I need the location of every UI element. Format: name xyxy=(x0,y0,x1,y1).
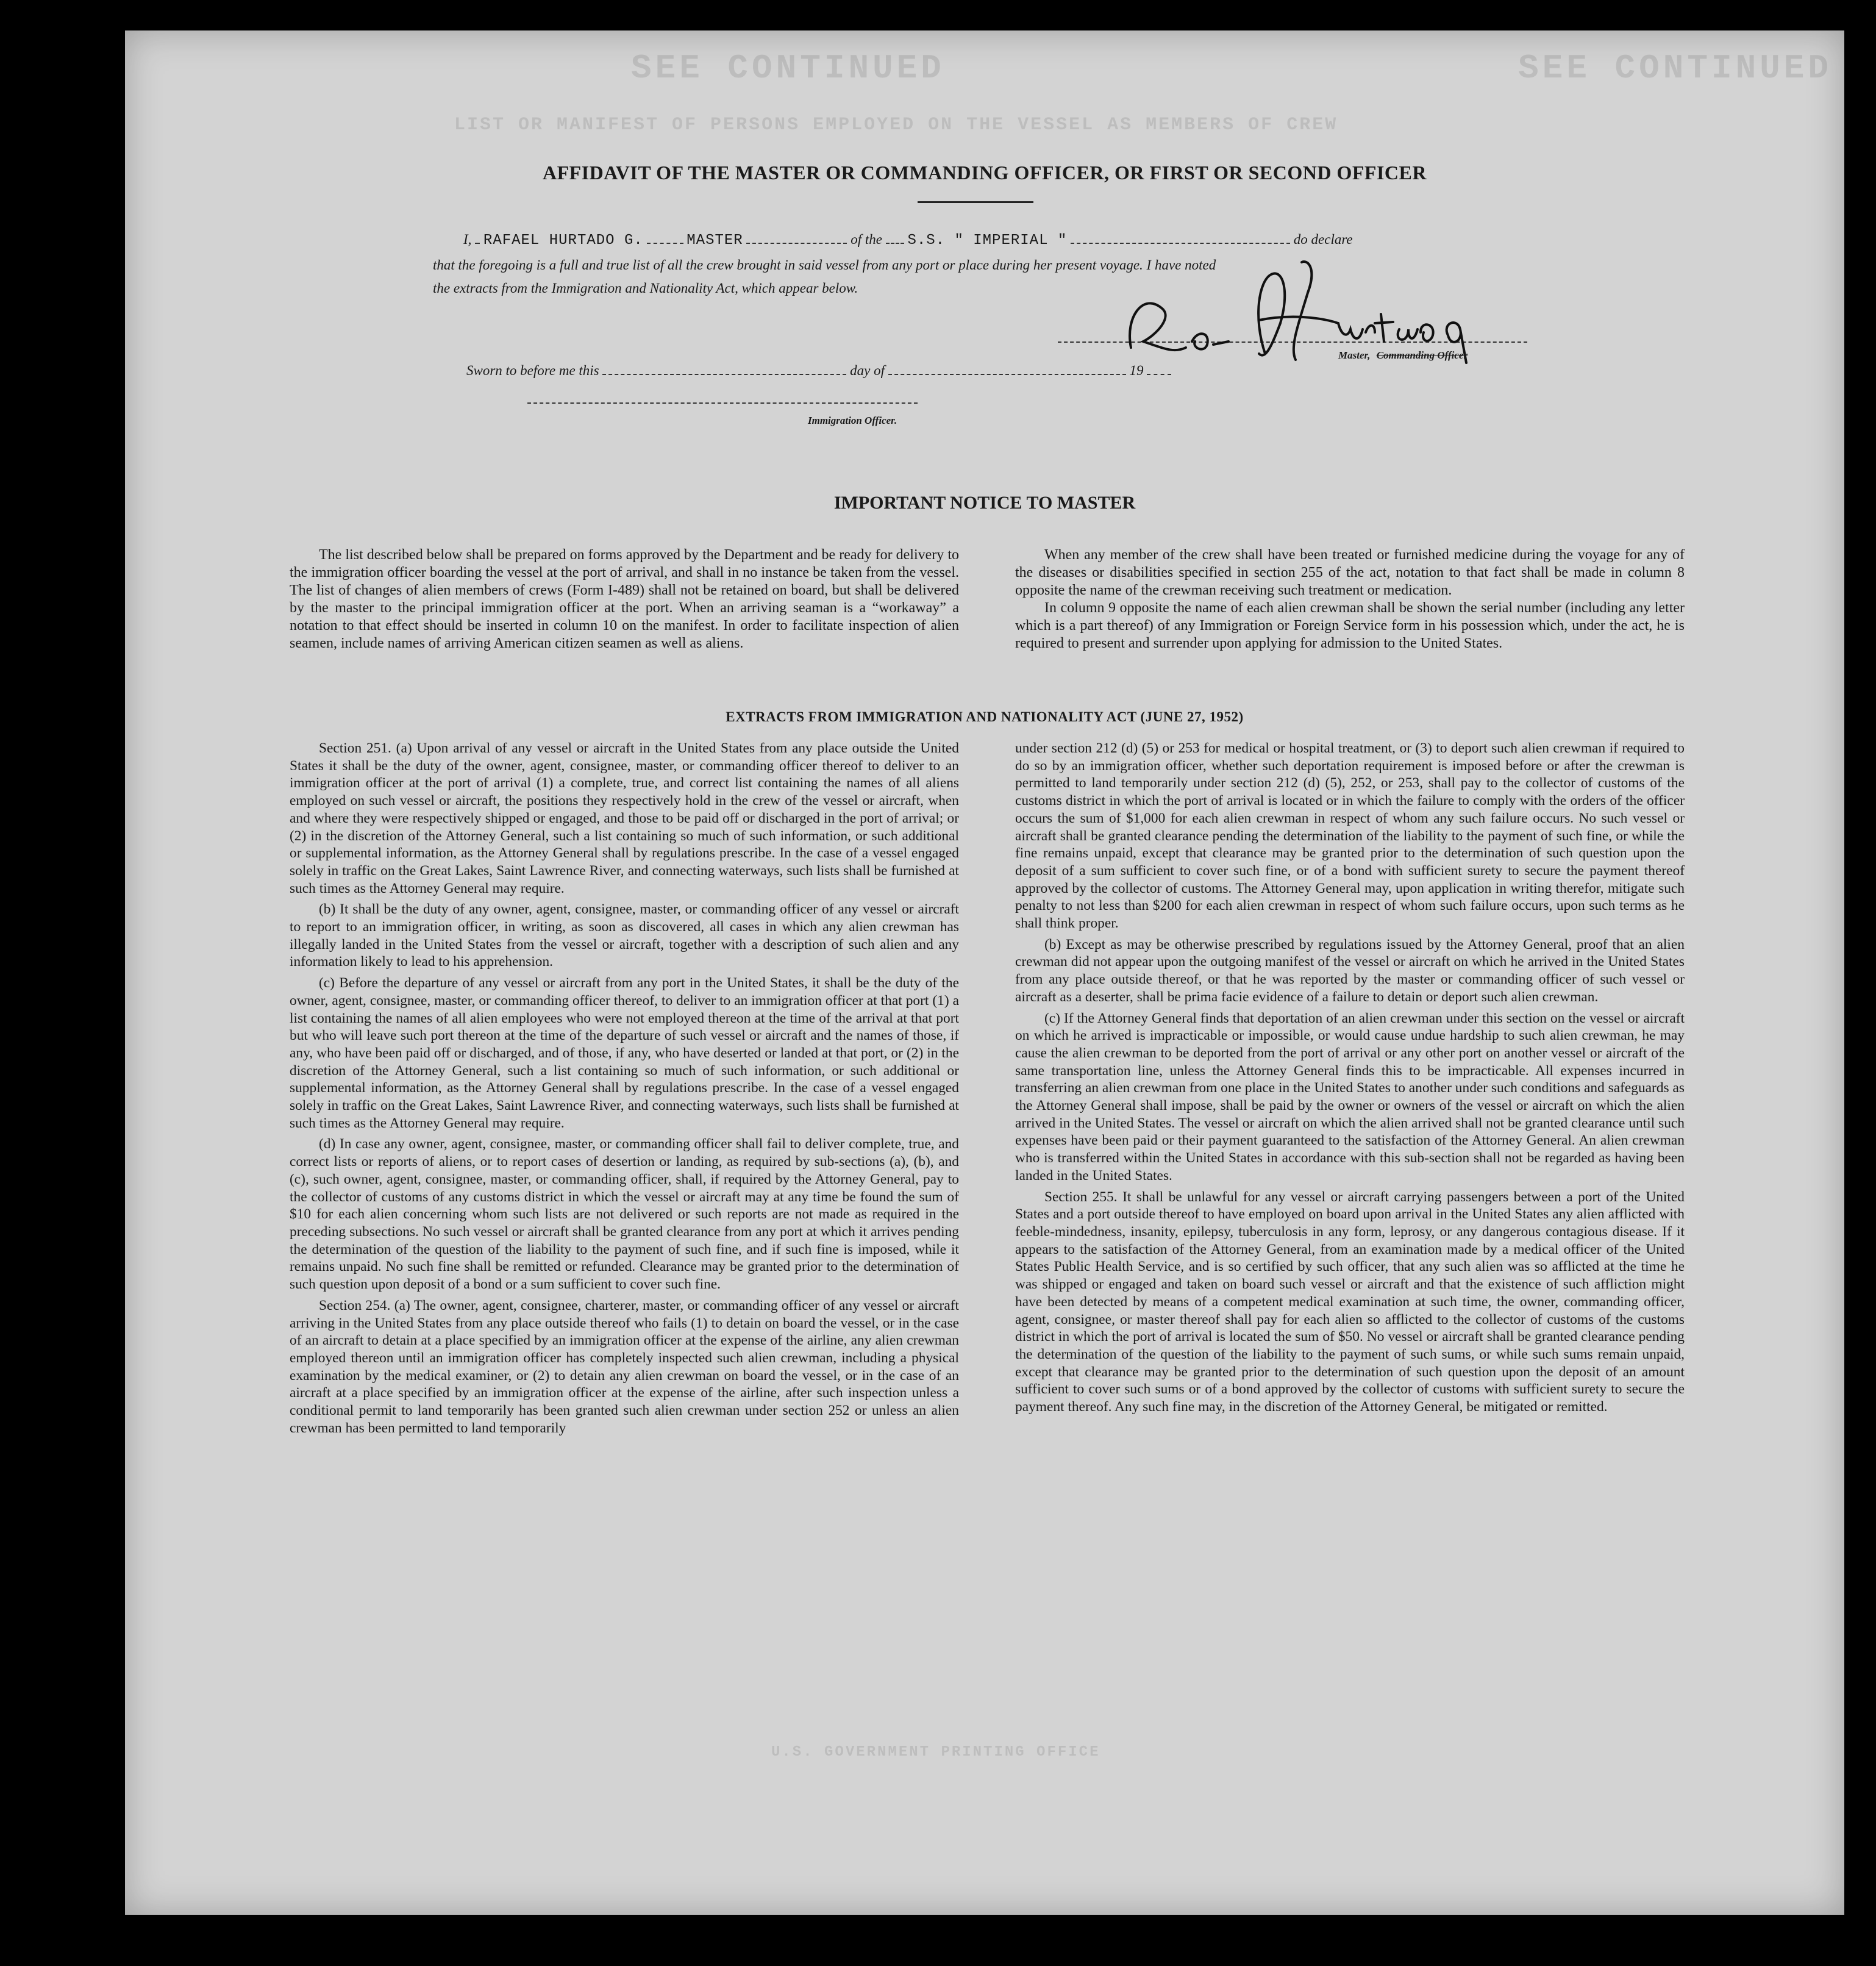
do-declare-label: do declare xyxy=(1293,232,1353,247)
master-name-field[interactable]: RAFAEL HURTADO G. xyxy=(483,232,643,249)
bleed-through-text: SEE CONTINUED xyxy=(631,49,945,88)
notice-title: IMPORTANT NOTICE TO MASTER xyxy=(833,493,1136,513)
sworn-line xyxy=(466,363,1171,379)
section-254a: Section 254. (a) The owner, agent, consignee, charterer, master, or commanding officer of any vessel or aircraft arriving in the United States from any place outside thereof who fails (1) to detain on board the vessel, or in the case of an aircraft to detain at a place specified by an immigration officer at the expense of the airline, any alien crewman employed thereon until an immigration officer has completely inspected such alien crewman, including a physical examination by the medical examiner, or (2) to detain any alien crewman on board the vessel, or in the case of an aircraft at a place specified by an immigration officer at the expense of the airline, after such inspection unless a conditional permit to land temporarily has been granted such alien crewman under section 252 or unless an alien crewman has been permitted to land temporarily xyxy=(290,1297,959,1436)
declaration-line-2: that the foregoing is a full and true list of all the crew brought in said vessel from any port or place during her present voyage. I have noted xyxy=(433,257,1216,273)
declaration-line-3: the extracts from the Immigration and Nationality Act, which appear below. xyxy=(433,281,858,296)
rank-field[interactable]: MASTER xyxy=(687,232,743,249)
day-of-label: day of xyxy=(850,363,885,378)
section-251a: Section 251. (a) Upon arrival of any vessel or aircraft in the United States from any place outside the United States it shall be the duty of the owner, agent, consignee, master, or commanding officer thereof to deliver to an immigration officer at the port of arrival (1) a complete, true, and correct list containing the names of all aliens employed on such vessel or aircraft, the positions they respectively hold in the crew of the vessel or aircraft, when and where they were respectively shipped or engaged, and those to be paid off or discharged in the port of arrival; or (2) in the discretion of the Attorney General, such a list containing so much of such information, or such additional or supplemental information, as the Attorney General shall by regulations prescribe. In the case of a vessel engaged solely in traffic on the Great Lakes, Saint Lawrence River, and connecting waterways, such lists shall be furnished at such times as the Attorney General may require. xyxy=(290,740,959,896)
notice-paragraph: When any member of the crew shall have been treated or furnished medicine during the voyage for any of the diseases or disabilities specified in section 255 of the act, notation to that fact shall be made in column 8 opposite the name of the crewman receiving such treatment or medication. xyxy=(1015,547,1685,598)
section-255: Section 255. It shall be unlawful for any vessel or aircraft carrying passengers between a port of the United States and a port outside thereof to have employed on board upon arrival in the United States any alien afflicted with feeble-mindedness, insanity, epilepsy, tuberculosis in any form, leprosy, or any dangerous contagious disease. If it appears to the satisfaction of the Attorney General, from an examination made by a medical officer of the United States Public Health Service, and is so certified by such officer, that any such alien was so afflicted at the time he was shipped or engaged and taken on board such vessel or aircraft and that the existence of such affliction might have been detected by means of a competent medical examination at such time, the owner, commanding officer, agent, consignee, or master thereof shall pay for each alien so afflicted to the collector of customs of the customs district in which the port of arrival is located the sum of $50. No vessel or aircraft shall be granted clearance pending the determination of the question of the liability to the payment of such sums, or while such sums remain unpaid, except that clearance may be granted prior to the determination of such question upon the deposit of an amount sufficient to cover such sums or of a bond approved by the collector of customs with sufficient surety to secure the payment thereof. Any such fine may, in the discretion of the Attorney General, be mitigated or remitted. xyxy=(1015,1189,1685,1415)
bleed-through-text: U.S. GOVERNMENT PRINTING OFFICE xyxy=(771,1744,1100,1760)
bleed-through-text: LIST OR MANIFEST OF PERSONS EMPLOYED ON THE VESSEL AS MEMBERS OF CREW xyxy=(454,115,1338,135)
sworn-month-field[interactable] xyxy=(888,363,1126,375)
immigration-officer-label: Immigration Officer. xyxy=(808,415,897,426)
section-254c: (c) If the Attorney General finds that deportation of an alien crewman under this section on the vessel or aircraft on which he arrived is impracticable or impossible, or would cause undue hardship to such alien crewman, he may cause the alien crewman to be deported from the port of arrival or any other port on another vessel or aircraft of the same transportation line, unless the Attorney General finds this to be impracticable. All expenses incurred in transferring an alien crewman from one place in the United States to another under such conditions and safeguards as the Attorney General shall impose, shall be paid by the owner or owners of the vessel or aircraft on which the alien arrived in the United States. The vessel or aircraft on which the alien arrived shall not be granted clearance until such expenses have been paid or their payment guaranteed to the satisfaction of the Attorney General. An alien crewman who is transferred within the United States in accordance with this sub-section shall not be regarded as having been landed in the United States. xyxy=(1015,1010,1685,1184)
vessel-name-field[interactable]: S.S. " IMPERIAL " xyxy=(907,232,1068,249)
section-251b: (b) It shall be the duty of any owner, agent, consignee, master, or commanding officer of any vessel or aircraft to report to an immigration officer, in writing, as soon as discovered, all cases in which any alien crewman has illegally landed in the United States from the vessel or aircraft, together with a description of such alien and any information likely to lead to his apprehension. xyxy=(290,901,959,970)
declaration-prefix: I, xyxy=(463,232,472,247)
sworn-label: Sworn to before me this xyxy=(466,363,599,378)
extracts-title: EXTRACTS FROM IMMIGRATION AND NATIONALITY ACT (JUNE 27, 1952) xyxy=(726,709,1244,724)
signer-label-master: Master, xyxy=(1338,349,1371,361)
section-251c: (c) Before the departure of any vessel or aircraft from any port in the United States, it shall be the duty of the owner, agent, consignee, master, or commanding officer thereof, to deliver to an immigration officer at that port (1) a list containing the names of all alien employees who were not employed thereon at the time of the arrival at that port but who will leave such port thereon at the time of the departure of such vessel or aircraft and the names of those, if any, who have been paid off or discharged, and of those, if any, who have deserted or landed at that port, or (2) in the discretion of the Attorney General, such a list containing so much of such information, or such additional or supplemental information, as the Attorney General shall by regulations prescribe. In the case of a vessel engaged solely in traffic on the Great Lakes, Saint Lawrence River, and connecting waterways, such lists shall be furnished at such times as the Attorney General may require. xyxy=(290,975,959,1131)
signer-label-struck: Commanding Officer xyxy=(1376,349,1468,361)
of-the-label: of the xyxy=(851,232,882,247)
notice-right-column xyxy=(1015,546,1685,652)
extracts-left-column xyxy=(290,740,959,1440)
extracts-right-column xyxy=(1015,740,1685,1420)
notice-paragraph: The list described below shall be prepared on forms approved by the Department and be ready for delivery to the immigration officer boarding the vessel at the port of arrival, and shall in no instance be taken from the vessel. The list of changes of alien members of crews (Form I-489) shall not be retained on board, but shall be delivered by the master to the principal immigration officer at the port. When an arriving seaman is a “workaway” a notation to that effect should be inserted in column 10 on the manifest. In order to facilitate inspection of alien seamen, include names of arriving American citizen seamen as well as aliens. xyxy=(290,547,959,651)
section-254a-continued: under section 212 (d) (5) or 253 for medical or hospital treatment, or (3) to deport such alien crewman if required to do so by an immigration officer, whether such deportation requirement is imposed before or after the crewman is permitted to land temporarily under section 212 (d) (5), 252, or 253, shall pay to the collector of customs of the customs district in which the port of arrival is located or in which the failure to comply with the orders of the officer occurs the sum of $1,000 for each alien crewman in respect of whom any such failure occurs. No such vessel or aircraft shall be granted clearance pending the determination of the liability to the payment of such fine, or while the fine remains unpaid, except that clearance may be granted prior to the determination of such question upon the deposit of a sum sufficient to cover such fine, or of a bond with sufficient surety to secure the payment thereof approved by the collector of customs. The Attorney General may, upon application in writing therefor, mitigate such penalty to not less than $200 for each alien crewman in respect of whom such failure occurs, upon such terms as he shall think proper. xyxy=(1015,740,1685,932)
declaration-line-1 xyxy=(463,232,1353,249)
section-251d: (d) In case any owner, agent, consignee, master, or commanding officer shall fail to deliver complete, true, and correct lists or reports of aliens, or to report cases of desertion or landing, as required by sub-sections (a), (b), and (c), such owner, agent, consignee, master, or commanding officer, shall, if required by the Attorney General, pay to the collector of customs of any customs district in which the vessel or aircraft may at any time be found the sum of $10 for each alien concerning whom such lists are not delivered or such reports are not made as required in the preceding subsections. No such vessel or aircraft shall be granted clearance from any port at which it arrives pending the determination of the question of the liability to the payment of such fine, and if such fine is imposed, while it remains unpaid. No such fine shall be remitted or refunded. Clearance may be granted prior to the determination of such question upon deposit of a bond or a sum sufficient to cover such fine. xyxy=(290,1136,959,1293)
sworn-day-field[interactable] xyxy=(602,363,846,375)
notice-left-column xyxy=(290,546,959,652)
immigration-officer-signature-line[interactable] xyxy=(527,402,918,404)
section-254b: (b) Except as may be otherwise prescribed by regulations issued by the Attorney General, proof that an alien crewman did not appear upon the outgoing manifest of the vessel or aircraft on which he arrived in the United States from any place outside thereof, or that he was reported by the master or commanding officer of such vessel or aircraft as a deserter, shall be prima facie evidence of a failure to detain or deport such alien crewman. xyxy=(1015,936,1685,1005)
sworn-year-field[interactable] xyxy=(1147,363,1171,375)
document-sheet xyxy=(125,30,1844,1915)
year-label: 19 xyxy=(1129,363,1144,378)
notice-paragraph: In column 9 opposite the name of each alien crewman shall be shown the serial number (including any letter which is a part thereof) of any Immigration or Foreign Service form in his possession which, under the act, he is required to present and surrender upon applying for admission to the United States. xyxy=(1015,600,1685,651)
bleed-through-text: SEE CONTINUED xyxy=(1518,49,1832,88)
signer-title xyxy=(1338,349,1468,362)
affidavit-title: AFFIDAVIT OF THE MASTER OR COMMANDING OFFICER, OR FIRST OR SECOND OFFICER xyxy=(543,162,1427,184)
title-rule xyxy=(918,201,1033,203)
